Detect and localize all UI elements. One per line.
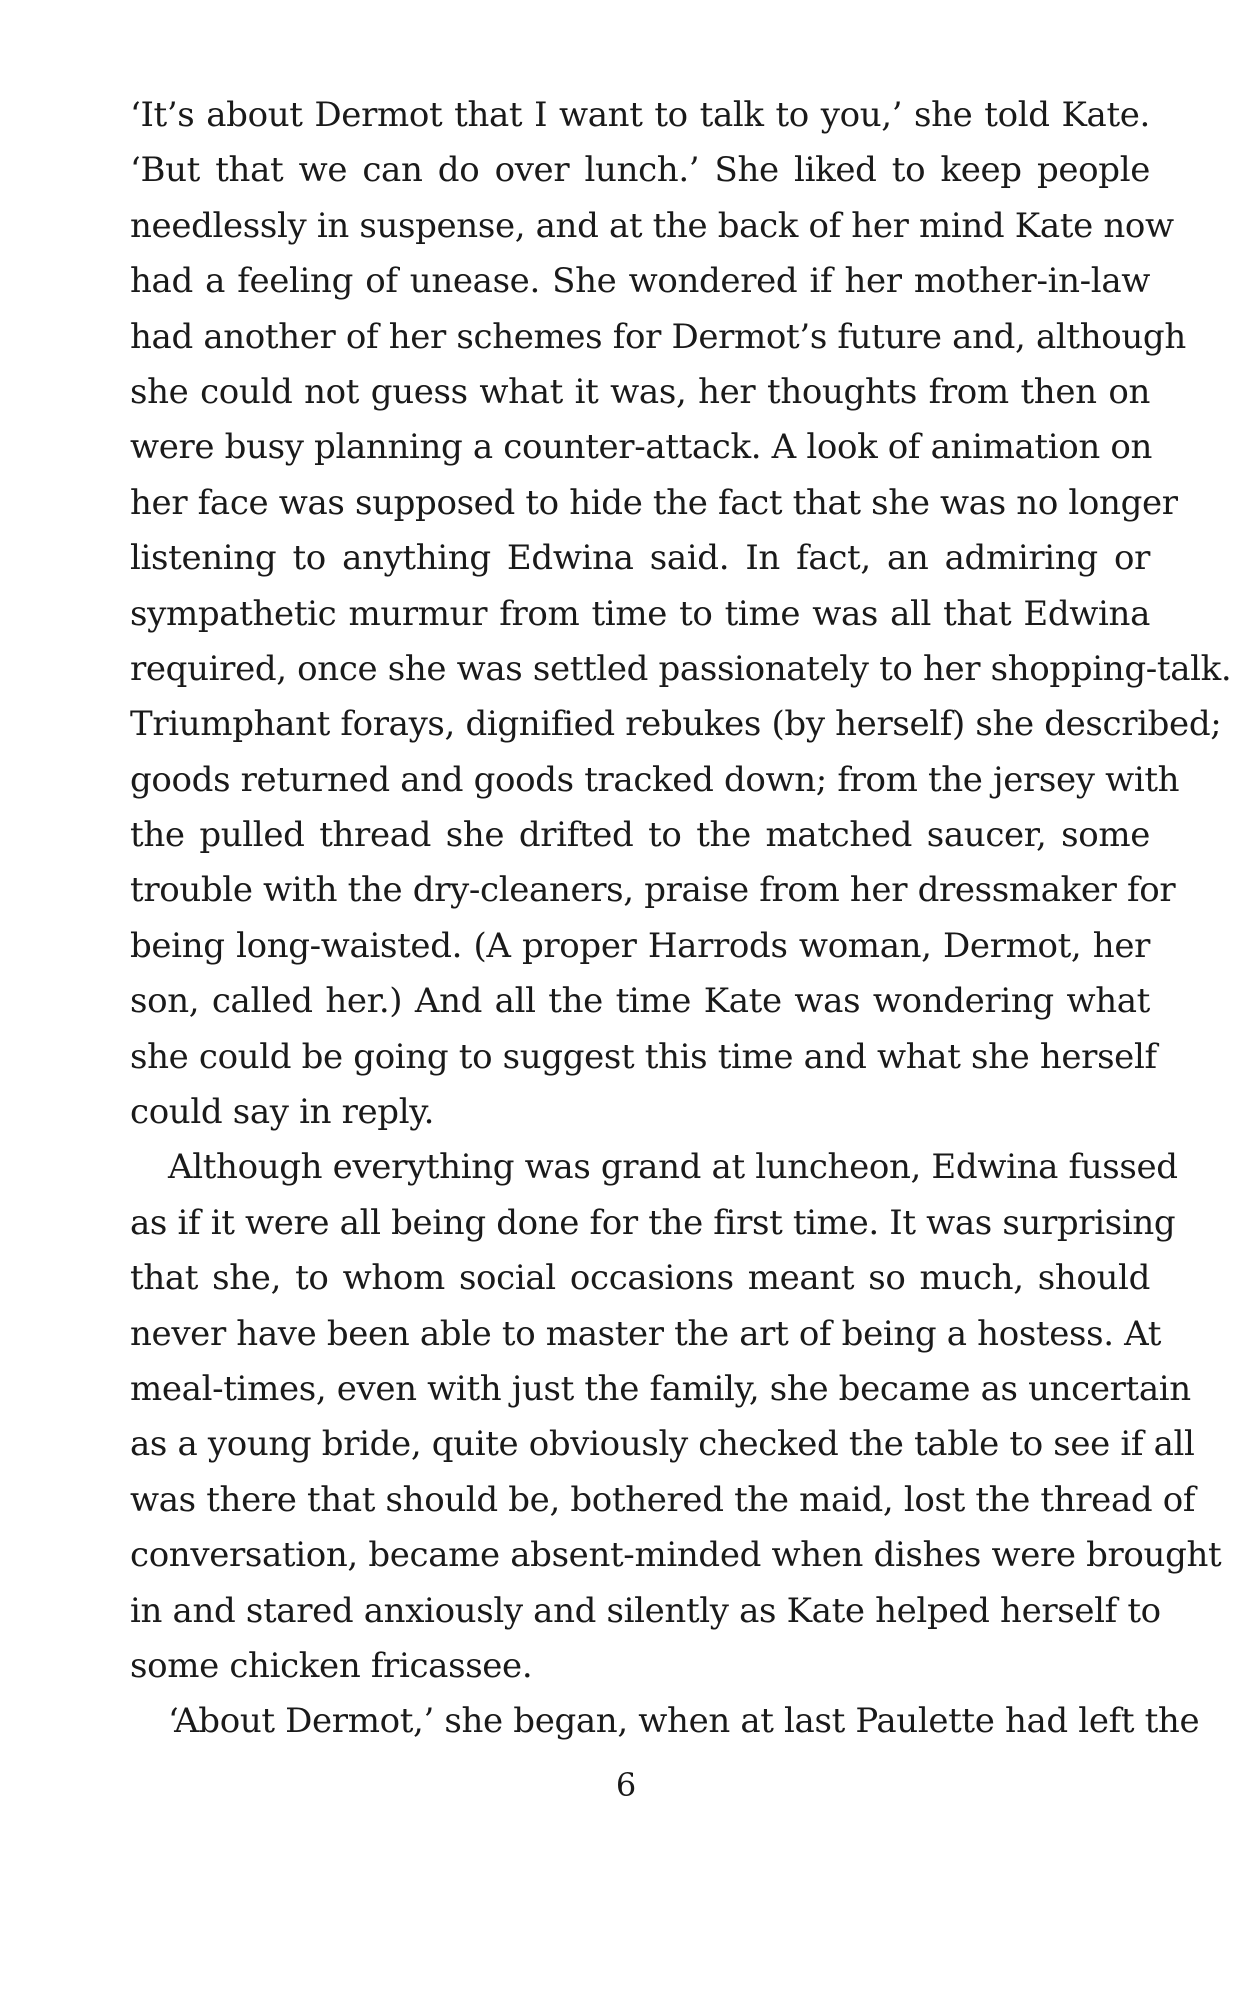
text-line: conversation, became absent-minded when dishes were brought (130, 1535, 1222, 1576)
paragraph-start-line: Although everything was grand at luncheon, Edwina fussed (168, 1147, 1178, 1188)
text-line: sympathetic murmur from time to time was all that Edwina (130, 593, 1150, 634)
text-line: Triumphant forays, dignified rebukes (by herself) she described; (130, 704, 1222, 745)
text-line: could say in reply. (130, 1092, 435, 1133)
text-line: she could not guess what it was, her thoughts from then on (130, 371, 1150, 412)
text-line: meal-times, even with just the family, she became as uncertain (130, 1368, 1191, 1409)
text-line: some chicken fricassee. (130, 1645, 533, 1686)
text-line: the pulled thread she drifted to the matched saucer, some (130, 815, 1150, 856)
text-line: trouble with the dry-cleaners, praise from her dressmaker for (130, 870, 1176, 911)
text-line: she could be going to suggest this time and what she herself (130, 1036, 1157, 1077)
text-line: as a young bride, quite obviously checked the table to see if all (130, 1424, 1195, 1465)
text-line: needlessly in suspense, and at the back of her mind Kate now (130, 205, 1174, 246)
page-number: 6 (615, 1766, 637, 1804)
text-line: in and stared anxiously and silently as Kate helped herself to (130, 1590, 1161, 1631)
text-line: had another of her schemes for Dermot’s future and, although (130, 316, 1186, 357)
text-line: were busy planning a counter-attack. A look of animation on (130, 427, 1153, 468)
text-line: ‘It’s about Dermot that I want to talk to you,’ she told Kate. (130, 95, 1150, 135)
text-line: had a feeling of unease. She wondered if her mother-in-law (130, 261, 1150, 302)
text-line: required, once she was settled passionately to her shopping-talk. (130, 648, 1232, 689)
paragraph-start-line: ‘About Dermot,’ she began, when at last Paulette had left the (168, 1701, 1200, 1742)
body-text (130, 88, 1232, 1750)
text-line: goods returned and goods tracked down; from the jersey with (130, 759, 1180, 800)
text-line: that she, to whom social occasions meant so much, should (130, 1258, 1150, 1299)
text-line: ‘But that we can do over lunch.’ She liked to keep people (130, 150, 1150, 191)
text-line: being long-waisted. (A proper Harrods woman, Dermot, her (130, 925, 1150, 966)
text-line: her face was supposed to hide the fact that she was no longer (130, 482, 1178, 523)
text-line: listening to anything Edwina said. In fact, an admiring or (130, 538, 1150, 579)
text-line: son, called her.) And all the time Kate was wondering what (130, 981, 1150, 1022)
text-line: never have been able to master the art of being a hostess. At (130, 1313, 1162, 1354)
text-line: as if it were all being done for the first time. It was surprising (130, 1202, 1176, 1243)
text-line: was there that should be, bothered the maid, lost the thread of (130, 1479, 1196, 1520)
